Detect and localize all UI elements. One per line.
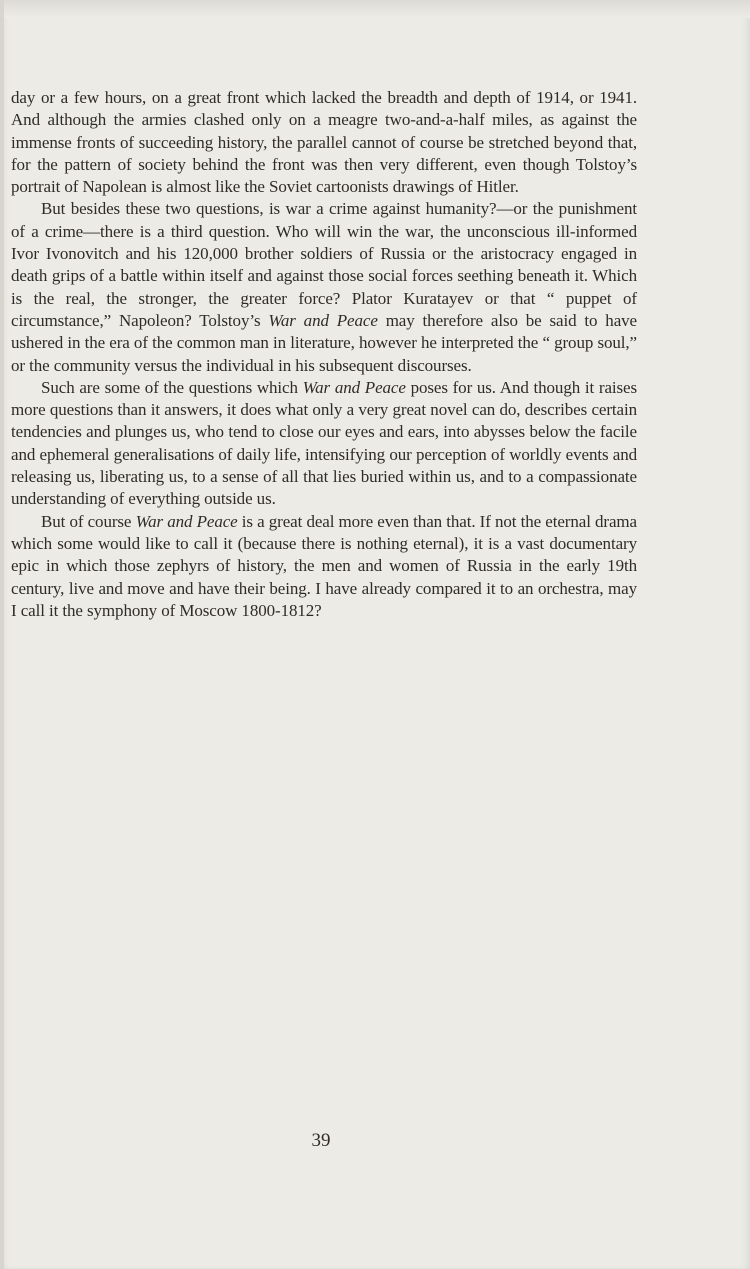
paragraph (11, 377, 637, 511)
page-number-text: 39 (311, 1130, 331, 1151)
book-title-italic: War and Peace (135, 511, 238, 531)
book-title-italic: War and Peace (302, 377, 406, 397)
paragraph (11, 87, 637, 198)
text-run: Such are some of the questions which (41, 377, 303, 397)
text-run: poses for us. And though it raises more questions than it answers, it does what only a very great novel can do, describes certain tendencies and plunges us, who tend to close our eyes and ears, into abysses below the facile and ephemeral generalisations of daily life, intensifying our perception of worldly events and releasing us, liberating us, to a sense of all that lies buried within us, and to a compassionate understanding of everything outside us. (11, 377, 638, 509)
text-run: But besides these two questions, is war a crime against humanity?—or the punishment of a crime—there is a third question. Who will win the war, the unconscious ill-informed Ivor Ivonovitch and his 120,000 brother soldiers of Russia or the aristocracy engaged in death grips of a battle within itself and against those social forces seething beneath it. Which is the real, the stronger, the greater force? Plator Kuratayev or that “ puppet of circumstance,” Napoleon? Tolstoy’s (11, 199, 637, 330)
page-left-edge (0, 0, 4, 1269)
page-number (0, 1130, 750, 1152)
text-run: may therefore also be said to have ushered in the era of the common man in literature, however he interpreted the “ group soul,” or the community versus the individual in his subsequent discourses. (11, 310, 637, 375)
text-run: day or a few hours, on a great front which lacked the breadth and depth of 1914, or 1941. And although the armies clashed only on a meagre two-and-a-half miles, as against the immense fronts of succeeding history, the parallel cannot of course be stretched beyond that, for the pattern of society behind the front was then very different, even though Tolstoy’s portrait of Napolean is almost like the Soviet cartoonists drawings of Hitler. (11, 88, 637, 197)
paragraph (11, 198, 637, 376)
text-run: But of course (41, 511, 136, 531)
body-text (11, 87, 637, 622)
page-top-edge (0, 0, 750, 18)
paragraph (11, 511, 637, 622)
book-title-italic: War and Peace (268, 310, 378, 330)
text-run: is a great deal more even than that. If not the eternal drama which some would like to call it (because there is nothing eternal), it is a vast documentary epic in which those zephyrs of history, the men and women of Russia in the early 19th century, live and move and have their being. I have already compared it to an orchestra, may I call it the symphony of Moscow 1800-1812? (11, 511, 637, 620)
